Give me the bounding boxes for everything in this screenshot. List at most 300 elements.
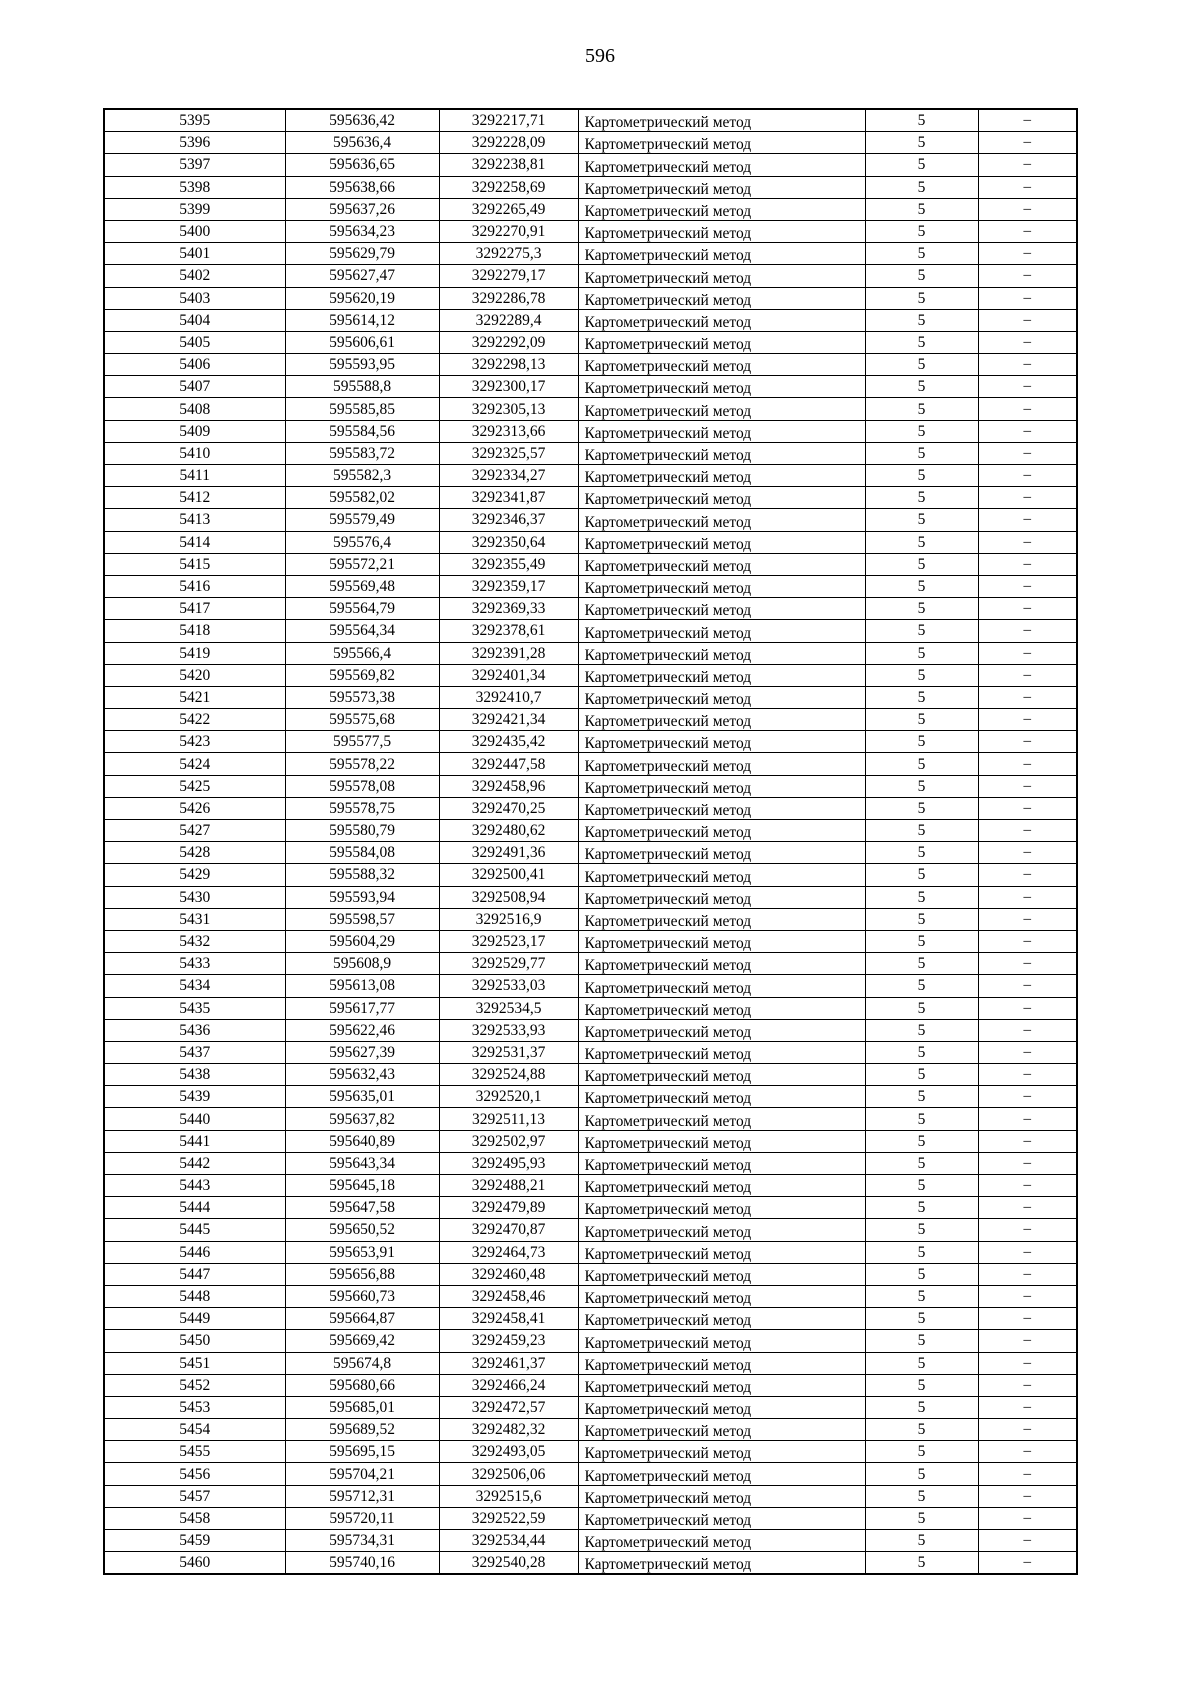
point-number-cell: 5410 — [104, 442, 285, 464]
method-cell: Картометрический метод — [578, 1263, 865, 1285]
y-coordinate-cell: 3292493,05 — [439, 1441, 578, 1463]
method-cell: Картометрический метод — [578, 886, 865, 908]
x-coordinate-cell: 595627,47 — [285, 265, 439, 287]
table-row — [104, 109, 1077, 132]
point-number-cell: 5436 — [104, 1019, 285, 1041]
description-cell: – — [978, 154, 1077, 176]
x-coordinate-cell: 595578,22 — [285, 753, 439, 775]
accuracy-cell: 5 — [865, 1130, 978, 1152]
point-number-cell: 5413 — [104, 509, 285, 531]
y-coordinate-cell: 3292460,48 — [439, 1263, 578, 1285]
x-coordinate-cell: 595566,4 — [285, 642, 439, 664]
accuracy-cell: 5 — [865, 465, 978, 487]
y-coordinate-cell: 3292491,36 — [439, 842, 578, 864]
method-cell: Картометрический метод — [578, 1108, 865, 1130]
y-coordinate-cell: 3292511,13 — [439, 1108, 578, 1130]
method-cell: Картометрический метод — [578, 1197, 865, 1219]
description-cell: – — [978, 309, 1077, 331]
y-coordinate-cell: 3292516,9 — [439, 908, 578, 930]
description-cell: – — [978, 265, 1077, 287]
table-row — [104, 775, 1077, 797]
method-cell: Картометрический метод — [578, 309, 865, 331]
method-cell: Картометрический метод — [578, 1330, 865, 1352]
x-coordinate-cell: 595660,73 — [285, 1285, 439, 1307]
table-row — [104, 509, 1077, 531]
x-coordinate-cell: 595564,34 — [285, 620, 439, 642]
x-coordinate-cell: 595569,82 — [285, 664, 439, 686]
method-cell: Картометрический метод — [578, 553, 865, 575]
x-coordinate-cell: 595689,52 — [285, 1419, 439, 1441]
x-coordinate-cell: 595636,42 — [285, 109, 439, 132]
description-cell: – — [978, 531, 1077, 553]
point-number-cell: 5423 — [104, 731, 285, 753]
point-number-cell: 5419 — [104, 642, 285, 664]
description-cell: – — [978, 398, 1077, 420]
y-coordinate-cell: 3292355,49 — [439, 553, 578, 575]
description-cell: – — [978, 1130, 1077, 1152]
point-number-cell: 5430 — [104, 886, 285, 908]
point-number-cell: 5441 — [104, 1130, 285, 1152]
table-row — [104, 1175, 1077, 1197]
point-number-cell: 5449 — [104, 1308, 285, 1330]
description-cell: – — [978, 975, 1077, 997]
y-coordinate-cell: 3292488,21 — [439, 1175, 578, 1197]
y-coordinate-cell: 3292466,24 — [439, 1374, 578, 1396]
method-cell: Картометрический метод — [578, 620, 865, 642]
table-row — [104, 1197, 1077, 1219]
table-row — [104, 709, 1077, 731]
y-coordinate-cell: 3292458,96 — [439, 775, 578, 797]
description-cell: – — [978, 1507, 1077, 1529]
x-coordinate-cell: 595604,29 — [285, 930, 439, 952]
method-cell: Картометрический метод — [578, 1241, 865, 1263]
table-row — [104, 1463, 1077, 1485]
y-coordinate-cell: 3292531,37 — [439, 1041, 578, 1063]
method-cell: Картометрический метод — [578, 1441, 865, 1463]
point-number-cell: 5453 — [104, 1396, 285, 1418]
table-row — [104, 642, 1077, 664]
table-row — [104, 420, 1077, 442]
accuracy-cell: 5 — [865, 1064, 978, 1086]
point-number-cell: 5411 — [104, 465, 285, 487]
description-cell: – — [978, 109, 1077, 132]
accuracy-cell: 5 — [865, 553, 978, 575]
method-cell: Картометрический метод — [578, 420, 865, 442]
table-row — [104, 1441, 1077, 1463]
table-row — [104, 975, 1077, 997]
accuracy-cell: 5 — [865, 398, 978, 420]
x-coordinate-cell: 595622,46 — [285, 1019, 439, 1041]
y-coordinate-cell: 3292300,17 — [439, 376, 578, 398]
point-number-cell: 5420 — [104, 664, 285, 686]
method-cell: Картометрический метод — [578, 109, 865, 132]
x-coordinate-cell: 595593,95 — [285, 354, 439, 376]
x-coordinate-cell: 595629,79 — [285, 243, 439, 265]
description-cell: – — [978, 930, 1077, 952]
table-row — [104, 1130, 1077, 1152]
point-number-cell: 5428 — [104, 842, 285, 864]
table-row — [104, 1241, 1077, 1263]
description-cell: – — [978, 1285, 1077, 1307]
y-coordinate-cell: 3292522,59 — [439, 1507, 578, 1529]
x-coordinate-cell: 595635,01 — [285, 1086, 439, 1108]
table-row — [104, 1041, 1077, 1063]
x-coordinate-cell: 595656,88 — [285, 1263, 439, 1285]
y-coordinate-cell: 3292401,34 — [439, 664, 578, 686]
description-cell: – — [978, 1197, 1077, 1219]
y-coordinate-cell: 3292482,32 — [439, 1419, 578, 1441]
accuracy-cell: 5 — [865, 1330, 978, 1352]
y-coordinate-cell: 3292410,7 — [439, 686, 578, 708]
point-number-cell: 5458 — [104, 1507, 285, 1529]
y-coordinate-cell: 3292523,17 — [439, 930, 578, 952]
point-number-cell: 5440 — [104, 1108, 285, 1130]
point-number-cell: 5416 — [104, 575, 285, 597]
x-coordinate-cell: 595585,85 — [285, 398, 439, 420]
method-cell: Картометрический метод — [578, 265, 865, 287]
y-coordinate-cell: 3292279,17 — [439, 265, 578, 287]
description-cell: – — [978, 376, 1077, 398]
method-cell: Картометрический метод — [578, 820, 865, 842]
x-coordinate-cell: 595712,31 — [285, 1485, 439, 1507]
x-coordinate-cell: 595573,38 — [285, 686, 439, 708]
y-coordinate-cell: 3292461,37 — [439, 1352, 578, 1374]
accuracy-cell: 5 — [865, 820, 978, 842]
description-cell: – — [978, 331, 1077, 353]
y-coordinate-cell: 3292458,41 — [439, 1308, 578, 1330]
point-number-cell: 5426 — [104, 797, 285, 819]
method-cell: Картометрический метод — [578, 1041, 865, 1063]
method-cell: Картометрический метод — [578, 487, 865, 509]
point-number-cell: 5435 — [104, 997, 285, 1019]
y-coordinate-cell: 3292533,93 — [439, 1019, 578, 1041]
table-row — [104, 265, 1077, 287]
x-coordinate-cell: 595582,02 — [285, 487, 439, 509]
method-cell: Картометрический метод — [578, 731, 865, 753]
method-cell: Картометрический метод — [578, 1396, 865, 1418]
table-row — [104, 1396, 1077, 1418]
table-row — [104, 864, 1077, 886]
x-coordinate-cell: 595740,16 — [285, 1552, 439, 1575]
x-coordinate-cell: 595620,19 — [285, 287, 439, 309]
x-coordinate-cell: 595650,52 — [285, 1219, 439, 1241]
method-cell: Картометрический метод — [578, 842, 865, 864]
method-cell: Картометрический метод — [578, 1419, 865, 1441]
accuracy-cell: 5 — [865, 331, 978, 353]
accuracy-cell: 5 — [865, 154, 978, 176]
description-cell: – — [978, 864, 1077, 886]
method-cell: Картометрический метод — [578, 220, 865, 242]
description-cell: – — [978, 1263, 1077, 1285]
description-cell: – — [978, 1041, 1077, 1063]
method-cell: Картометрический метод — [578, 331, 865, 353]
table-row — [104, 1552, 1077, 1575]
table-row — [104, 398, 1077, 420]
description-cell: – — [978, 132, 1077, 154]
point-number-cell: 5446 — [104, 1241, 285, 1263]
coordinates-table — [103, 108, 1078, 1575]
page-number: 596 — [585, 45, 615, 67]
x-coordinate-cell: 595584,56 — [285, 420, 439, 442]
accuracy-cell: 5 — [865, 886, 978, 908]
point-number-cell: 5401 — [104, 243, 285, 265]
y-coordinate-cell: 3292369,33 — [439, 598, 578, 620]
description-cell: – — [978, 1463, 1077, 1485]
table-row — [104, 1285, 1077, 1307]
accuracy-cell: 5 — [865, 1241, 978, 1263]
x-coordinate-cell: 595614,12 — [285, 309, 439, 331]
table-row — [104, 531, 1077, 553]
accuracy-cell: 5 — [865, 709, 978, 731]
point-number-cell: 5451 — [104, 1352, 285, 1374]
method-cell: Картометрический метод — [578, 354, 865, 376]
point-number-cell: 5442 — [104, 1152, 285, 1174]
accuracy-cell: 5 — [865, 265, 978, 287]
y-coordinate-cell: 3292421,34 — [439, 709, 578, 731]
method-cell: Картометрический метод — [578, 686, 865, 708]
x-coordinate-cell: 595669,42 — [285, 1330, 439, 1352]
accuracy-cell: 5 — [865, 309, 978, 331]
table-row — [104, 154, 1077, 176]
table-row — [104, 886, 1077, 908]
x-coordinate-cell: 595608,9 — [285, 953, 439, 975]
table-row — [104, 953, 1077, 975]
y-coordinate-cell: 3292529,77 — [439, 953, 578, 975]
table-row — [104, 354, 1077, 376]
method-cell: Картометрический метод — [578, 908, 865, 930]
table-row — [104, 1530, 1077, 1552]
y-coordinate-cell: 3292292,09 — [439, 331, 578, 353]
accuracy-cell: 5 — [865, 1152, 978, 1174]
table-row — [104, 1507, 1077, 1529]
point-number-cell: 5397 — [104, 154, 285, 176]
point-number-cell: 5455 — [104, 1441, 285, 1463]
point-number-cell: 5408 — [104, 398, 285, 420]
x-coordinate-cell: 595583,72 — [285, 442, 439, 464]
method-cell: Картометрический метод — [578, 287, 865, 309]
description-cell: – — [978, 1108, 1077, 1130]
y-coordinate-cell: 3292502,97 — [439, 1130, 578, 1152]
point-number-cell: 5460 — [104, 1552, 285, 1575]
description-cell: – — [978, 1419, 1077, 1441]
table-row — [104, 1330, 1077, 1352]
accuracy-cell: 5 — [865, 531, 978, 553]
accuracy-cell: 5 — [865, 842, 978, 864]
y-coordinate-cell: 3292447,58 — [439, 753, 578, 775]
table-row — [104, 1108, 1077, 1130]
point-number-cell: 5412 — [104, 487, 285, 509]
description-cell: – — [978, 420, 1077, 442]
method-cell: Картометрический метод — [578, 1152, 865, 1174]
accuracy-cell: 5 — [865, 1219, 978, 1241]
y-coordinate-cell: 3292435,42 — [439, 731, 578, 753]
table-row — [104, 1485, 1077, 1507]
description-cell: – — [978, 465, 1077, 487]
point-number-cell: 5399 — [104, 198, 285, 220]
y-coordinate-cell: 3292391,28 — [439, 642, 578, 664]
accuracy-cell: 5 — [865, 753, 978, 775]
y-coordinate-cell: 3292265,49 — [439, 198, 578, 220]
method-cell: Картометрический метод — [578, 198, 865, 220]
point-number-cell: 5445 — [104, 1219, 285, 1241]
accuracy-cell: 5 — [865, 442, 978, 464]
point-number-cell: 5431 — [104, 908, 285, 930]
x-coordinate-cell: 595578,75 — [285, 797, 439, 819]
point-number-cell: 5402 — [104, 265, 285, 287]
description-cell: – — [978, 842, 1077, 864]
method-cell: Картометрический метод — [578, 1507, 865, 1529]
description-cell: – — [978, 487, 1077, 509]
accuracy-cell: 5 — [865, 953, 978, 975]
method-cell: Картометрический метод — [578, 1130, 865, 1152]
point-number-cell: 5434 — [104, 975, 285, 997]
y-coordinate-cell: 3292350,64 — [439, 531, 578, 553]
x-coordinate-cell: 595695,15 — [285, 1441, 439, 1463]
x-coordinate-cell: 595576,4 — [285, 531, 439, 553]
table-row — [104, 331, 1077, 353]
x-coordinate-cell: 595664,87 — [285, 1308, 439, 1330]
x-coordinate-cell: 595606,61 — [285, 331, 439, 353]
table-row — [104, 1352, 1077, 1374]
description-cell: – — [978, 1485, 1077, 1507]
accuracy-cell: 5 — [865, 1041, 978, 1063]
x-coordinate-cell: 595575,68 — [285, 709, 439, 731]
point-number-cell: 5443 — [104, 1175, 285, 1197]
description-cell: – — [978, 598, 1077, 620]
y-coordinate-cell: 3292495,93 — [439, 1152, 578, 1174]
accuracy-cell: 5 — [865, 930, 978, 952]
accuracy-cell: 5 — [865, 997, 978, 1019]
accuracy-cell: 5 — [865, 1263, 978, 1285]
x-coordinate-cell: 595579,49 — [285, 509, 439, 531]
table-row — [104, 908, 1077, 930]
y-coordinate-cell: 3292359,17 — [439, 575, 578, 597]
table-row — [104, 176, 1077, 198]
point-number-cell: 5459 — [104, 1530, 285, 1552]
method-cell: Картометрический метод — [578, 753, 865, 775]
description-cell: – — [978, 1330, 1077, 1352]
accuracy-cell: 5 — [865, 731, 978, 753]
method-cell: Картометрический метод — [578, 864, 865, 886]
accuracy-cell: 5 — [865, 1463, 978, 1485]
x-coordinate-cell: 595617,77 — [285, 997, 439, 1019]
table-row — [104, 243, 1077, 265]
method-cell: Картометрический метод — [578, 598, 865, 620]
point-number-cell: 5450 — [104, 1330, 285, 1352]
description-cell: – — [978, 775, 1077, 797]
accuracy-cell: 5 — [865, 1308, 978, 1330]
point-number-cell: 5421 — [104, 686, 285, 708]
point-number-cell: 5447 — [104, 1263, 285, 1285]
point-number-cell: 5407 — [104, 376, 285, 398]
accuracy-cell: 5 — [865, 1374, 978, 1396]
x-coordinate-cell: 595588,8 — [285, 376, 439, 398]
point-number-cell: 5454 — [104, 1419, 285, 1441]
x-coordinate-cell: 595572,21 — [285, 553, 439, 575]
x-coordinate-cell: 595598,57 — [285, 908, 439, 930]
y-coordinate-cell: 3292480,62 — [439, 820, 578, 842]
y-coordinate-cell: 3292286,78 — [439, 287, 578, 309]
method-cell: Картометрический метод — [578, 376, 865, 398]
description-cell: – — [978, 220, 1077, 242]
description-cell: – — [978, 1552, 1077, 1575]
point-number-cell: 5427 — [104, 820, 285, 842]
point-number-cell: 5414 — [104, 531, 285, 553]
coordinates-table-body — [104, 109, 1077, 1574]
x-coordinate-cell: 595580,79 — [285, 820, 439, 842]
accuracy-cell: 5 — [865, 132, 978, 154]
table-row — [104, 220, 1077, 242]
method-cell: Картометрический метод — [578, 775, 865, 797]
x-coordinate-cell: 595653,91 — [285, 1241, 439, 1263]
accuracy-cell: 5 — [865, 176, 978, 198]
y-coordinate-cell: 3292534,5 — [439, 997, 578, 1019]
y-coordinate-cell: 3292533,03 — [439, 975, 578, 997]
point-number-cell: 5437 — [104, 1041, 285, 1063]
method-cell: Картометрический метод — [578, 1019, 865, 1041]
y-coordinate-cell: 3292459,23 — [439, 1330, 578, 1352]
accuracy-cell: 5 — [865, 509, 978, 531]
accuracy-cell: 5 — [865, 1396, 978, 1418]
y-coordinate-cell: 3292313,66 — [439, 420, 578, 442]
description-cell: – — [978, 1241, 1077, 1263]
x-coordinate-cell: 595564,79 — [285, 598, 439, 620]
description-cell: – — [978, 1086, 1077, 1108]
y-coordinate-cell: 3292346,37 — [439, 509, 578, 531]
x-coordinate-cell: 595613,08 — [285, 975, 439, 997]
accuracy-cell: 5 — [865, 487, 978, 509]
accuracy-cell: 5 — [865, 686, 978, 708]
point-number-cell: 5415 — [104, 553, 285, 575]
description-cell: – — [978, 354, 1077, 376]
point-number-cell: 5405 — [104, 331, 285, 353]
table-row — [104, 1152, 1077, 1174]
x-coordinate-cell: 595734,31 — [285, 1530, 439, 1552]
point-number-cell: 5448 — [104, 1285, 285, 1307]
y-coordinate-cell: 3292217,71 — [439, 109, 578, 132]
table-row — [104, 309, 1077, 331]
y-coordinate-cell: 3292270,91 — [439, 220, 578, 242]
method-cell: Картометрический метод — [578, 709, 865, 731]
table-row — [104, 132, 1077, 154]
point-number-cell: 5406 — [104, 354, 285, 376]
method-cell: Картометрический метод — [578, 531, 865, 553]
description-cell: – — [978, 1152, 1077, 1174]
method-cell: Картометрический метод — [578, 243, 865, 265]
point-number-cell: 5429 — [104, 864, 285, 886]
method-cell: Картометрический метод — [578, 575, 865, 597]
y-coordinate-cell: 3292258,69 — [439, 176, 578, 198]
point-number-cell: 5432 — [104, 930, 285, 952]
accuracy-cell: 5 — [865, 775, 978, 797]
accuracy-cell: 5 — [865, 598, 978, 620]
x-coordinate-cell: 595588,32 — [285, 864, 439, 886]
x-coordinate-cell: 595577,5 — [285, 731, 439, 753]
method-cell: Картометрический метод — [578, 1552, 865, 1575]
method-cell: Картометрический метод — [578, 1064, 865, 1086]
description-cell: – — [978, 1374, 1077, 1396]
method-cell: Картометрический метод — [578, 997, 865, 1019]
x-coordinate-cell: 595704,21 — [285, 1463, 439, 1485]
table-row — [104, 1308, 1077, 1330]
method-cell: Картометрический метод — [578, 154, 865, 176]
table-row — [104, 620, 1077, 642]
y-coordinate-cell: 3292378,61 — [439, 620, 578, 642]
description-cell: – — [978, 176, 1077, 198]
point-number-cell: 5444 — [104, 1197, 285, 1219]
x-coordinate-cell: 595640,89 — [285, 1130, 439, 1152]
method-cell: Картометрический метод — [578, 465, 865, 487]
